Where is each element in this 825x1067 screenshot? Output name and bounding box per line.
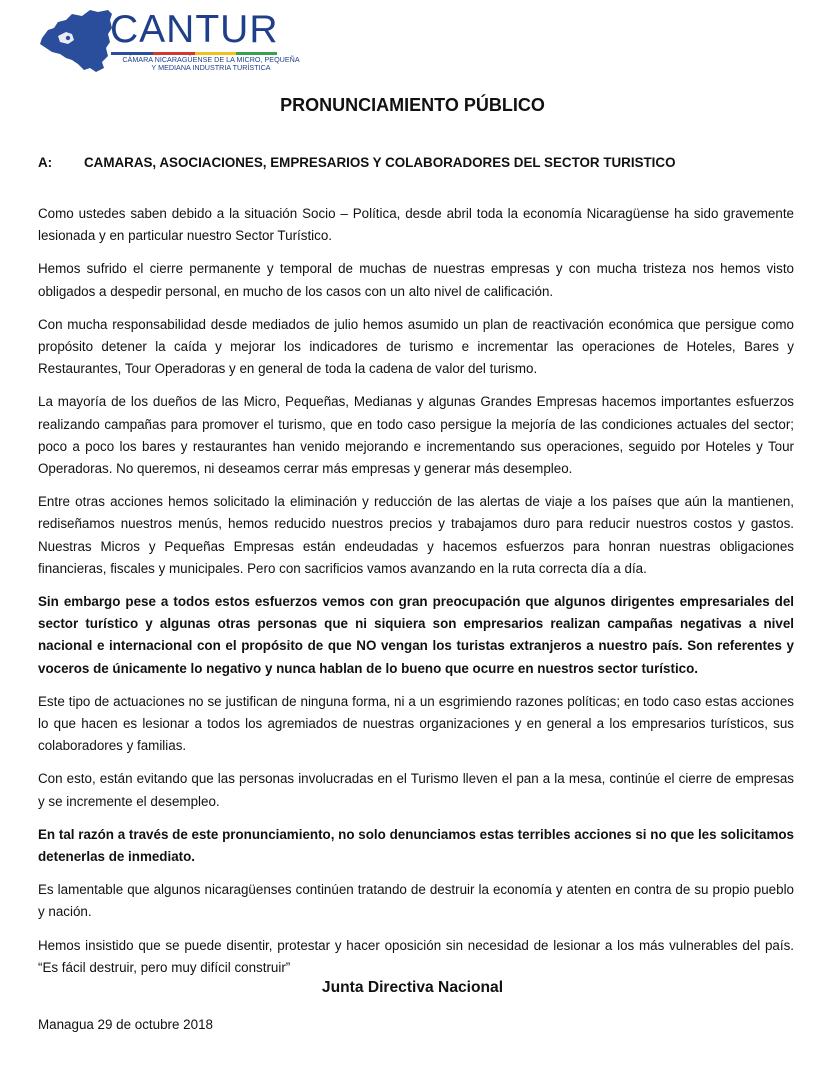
logo-subtitle	[111, 56, 311, 73]
logo-subtitle-line1: CÁMARA NICARAGÜENSE DE LA MICRO, PEQUEÑA	[122, 55, 300, 64]
logo-name: CANTUR	[110, 8, 279, 51]
paragraph: Con mucha responsabilidad desde mediados de julio hemos asumido un plan de reactivación económica que persigue como propósito detener la caída y mejorar los indicadores de turismo e incrementar las operaciones de Hoteles, Bares y Restaurantes, Tour Operadoras y en general de toda la cadena de valor del turismo.	[38, 316, 794, 377]
paragraph: Hemos sufrido el cierre permanente y temporal de muchas de nuestras empresas y con mucha tristeza nos hemos visto obligados a despedir personal, en mucho de los casos con un alto nivel de calificación.	[38, 261, 794, 299]
paragraph-bold: En tal razón a través de este pronunciamiento, no solo denunciamos estas terribles acciones si no que les solicitamos detenerlas de inmediato.	[38, 826, 794, 865]
cantur-logo	[38, 8, 298, 78]
addressee-line	[38, 155, 798, 170]
paragraph: La mayoría de los dueños de las Micro, Pequeñas, Medianas y algunas Grandes Empresas hacemos importantes esfuerzos realizando campañas para promover el turismo, que en todo caso persigue la mejoría de las condiciones actuales del sector; poco a poco los bares y restaurantes han venido mejorando e incrementando sus operaciones, seguido por Hoteles y Tour Operadoras. No queremos, ni deseamos cerrar más empresas y generar más desempleo.	[38, 394, 794, 477]
nicaragua-map-icon	[38, 8, 118, 74]
document-date: Managua 29 de octubre 2018	[38, 1017, 213, 1032]
paragraph: Como ustedes saben debido a la situación Socio – Política, desde abril toda la economía Nicaragüense ha sido gravemente lesionada y en particular nuestro Sector Turístico.	[38, 206, 794, 244]
document-title: PRONUNCIAMIENTO PÚBLICO	[280, 95, 545, 115]
paragraph: Este tipo de actuaciones no se justifican de ninguna forma, ni a un esgrimiendo razones políticas; en todo caso estas acciones lo que hacen es lesionar a todos los agremiados de nuestras organizaciones y en general a los empresarios turísticos, sus colaboradores y familias.	[38, 693, 794, 754]
document-body	[38, 203, 794, 979]
addressee-label: A:	[38, 155, 53, 170]
signature: Junta Directiva Nacional	[321, 979, 504, 996]
paragraph: Hemos insistido que se puede disentir, protestar y hacer oposición sin necesidad de lesionar a los más vulnerables del país. “Es fácil destruir, pero muy difícil construir”	[38, 937, 794, 975]
logo-subtitle-line2: Y MEDIANA INDUSTRIA TURÍSTICA	[151, 63, 271, 73]
paragraph: Entre otras acciones hemos solicitado la eliminación y reducción de las alertas de viaje a los países que aún la mantienen, rediseñamos nuestros menús, hemos reducido nuestros precios y trabajamos duro para reducir nuestros costos y gastos. Nuestras Micros y Pequeñas Empresas están endeudadas y hacemos esfuerzos para honran nuestras obligaciones financieras, fiscales y municipales. Pero con sacrificios vamos avanzando en la ruta correcta día a día.	[38, 494, 794, 576]
addressee-value: CAMARAS, ASOCIACIONES, EMPRESARIOS Y COLABORADORES DEL SECTOR TURISTICO	[84, 155, 676, 170]
paragraph: Con esto, están evitando que las personas involucradas en el Turismo lleven el pan a la mesa, continúe el cierre de empresas y se incremente el desempleo.	[38, 771, 794, 809]
paragraph-bold: Sin embargo pese a todos estos esfuerzos vemos con gran preocupación que algunos dirigentes empresariales del sector turístico y algunas otras personas que ni siquiera son empresarios realizan campañas negativas a nivel nacional e internacional con el propósito de que NO vengan los turistas extranjeros a nuestro país. Son referentes y voceros de únicamente lo negativo y nunca hablan de lo bueno que ocurre en nuestros sector turístico.	[38, 594, 794, 676]
paragraph: Es lamentable que algunos nicaragüenses continúen tratando de destruir la economía y atenten en contra de su propio pueblo y nación.	[38, 882, 794, 920]
